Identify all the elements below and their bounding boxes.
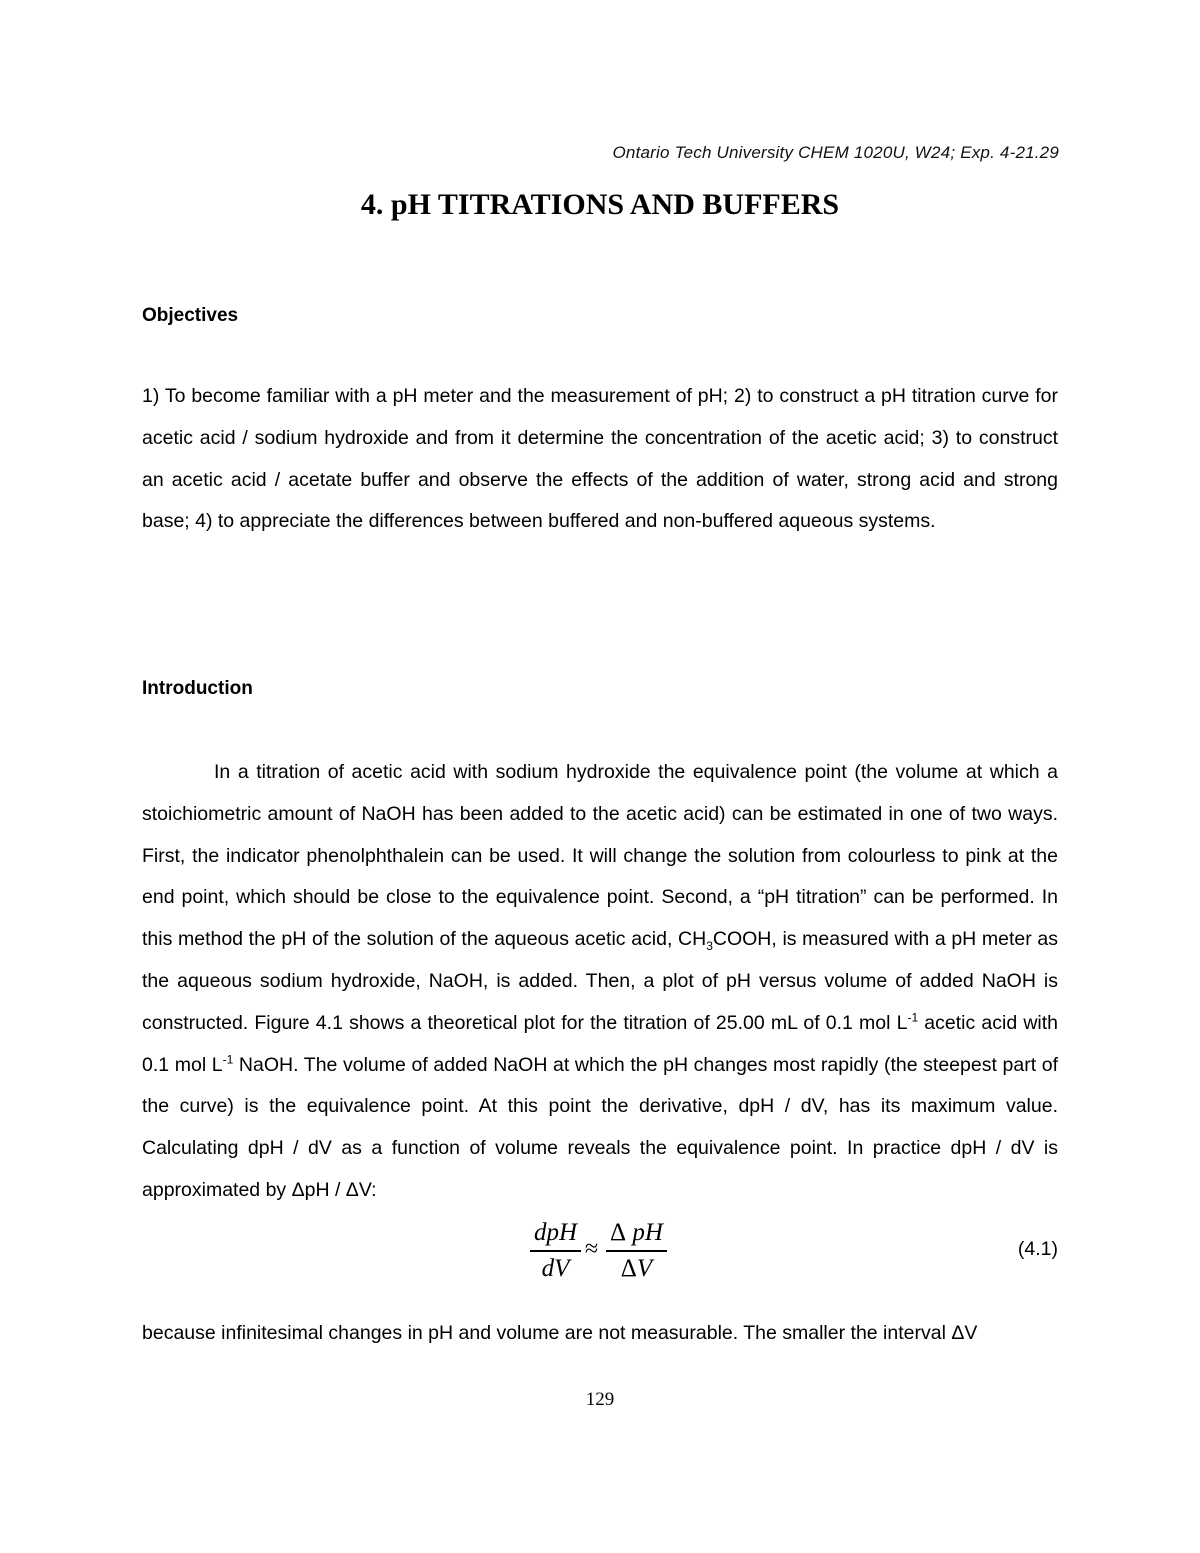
intro-text-part-4: NaOH. The volume of added NaOH at which the pH changes most rapidly (the steepest part of the curve) is the equivalence point. At this point the derivative, dpH / dV, has its maximum value. Calculating dpH / dV as a function of volume reveals the equivalence point. In practice dpH / dV is approximated by ΔpH / ΔV:: [142, 1053, 1058, 1201]
equation-number: (4.1): [1017, 1238, 1058, 1260]
difference-numerator-text: pH: [626, 1219, 663, 1246]
objectives-heading: Objectives: [142, 305, 239, 326]
intro-text-part-3: acetic acid with 0.1 mol L: [142, 1011, 1058, 1076]
derivative-fraction: [530, 1216, 581, 1286]
intro-text-part-2: COOH, is measured with a pH meter as the aqueous sodium hydroxide, NaOH, is added. Then, a plot of pH versus volume of added NaOH is constructed. Figure 4.1 shows a theoretical plot for the titration of 25.00 mL of 0.1 mol L: [142, 928, 1058, 1034]
difference-denominator-text: V: [636, 1254, 653, 1282]
running-header: Ontario Tech University CHEM 1020U, W24; Exp. 4-21.29: [612, 143, 1059, 162]
approx-symbol: ≈: [585, 1236, 599, 1262]
difference-numerator: [606, 1216, 667, 1250]
introduction-paragraph: [142, 752, 1058, 1212]
derivative-numerator: dpH: [534, 1219, 578, 1246]
difference-denominator: [606, 1252, 667, 1286]
intro-text-part-1: In a titration of acetic acid with sodium hydroxide the equivalence point (the volume at which a stoichiometric amount of NaOH has been added to the acetic acid) can be estimated in one of two ways. First, the indicator phenolphthalein can be used. It will change the solution from colourless to pink at the end point, which should be close to the equivalence point. Second, a “pH titration” can be performed. In this method the pH of the solution of the aqueous acetic acid, CH: [142, 761, 1058, 951]
derivative-denominator: dV: [541, 1254, 570, 1282]
superscript-minus-one: -1: [907, 1010, 919, 1025]
continuation-paragraph: because infinitesimal changes in pH and volume are not measurable. The smaller the interval ΔV: [142, 1322, 978, 1344]
equation-4-1: [0, 1216, 1200, 1286]
objectives-paragraph: 1) To become familiar with a pH meter and the measurement of pH; 2) to construct a pH titration curve for acetic acid / sodium hydroxide and from it determine the concentration of the acetic acid; 3) to construct an acetic acid / acetate buffer and observe the effects of the addition of water, strong acid and strong base; 4) to appreciate the differences between buffered and non-buffered aqueous systems.: [142, 385, 1058, 533]
delta-symbol: Δ: [610, 1219, 627, 1246]
superscript-minus-one-second: -1: [222, 1052, 234, 1067]
introduction-heading: Introduction: [142, 678, 253, 699]
subscript-3: 3: [706, 939, 713, 954]
page-title: 4. pH TITRATIONS AND BUFFERS: [360, 188, 840, 221]
page-number: 129: [585, 1389, 615, 1410]
difference-fraction: [606, 1216, 667, 1286]
delta-symbol: Δ: [620, 1254, 637, 1282]
